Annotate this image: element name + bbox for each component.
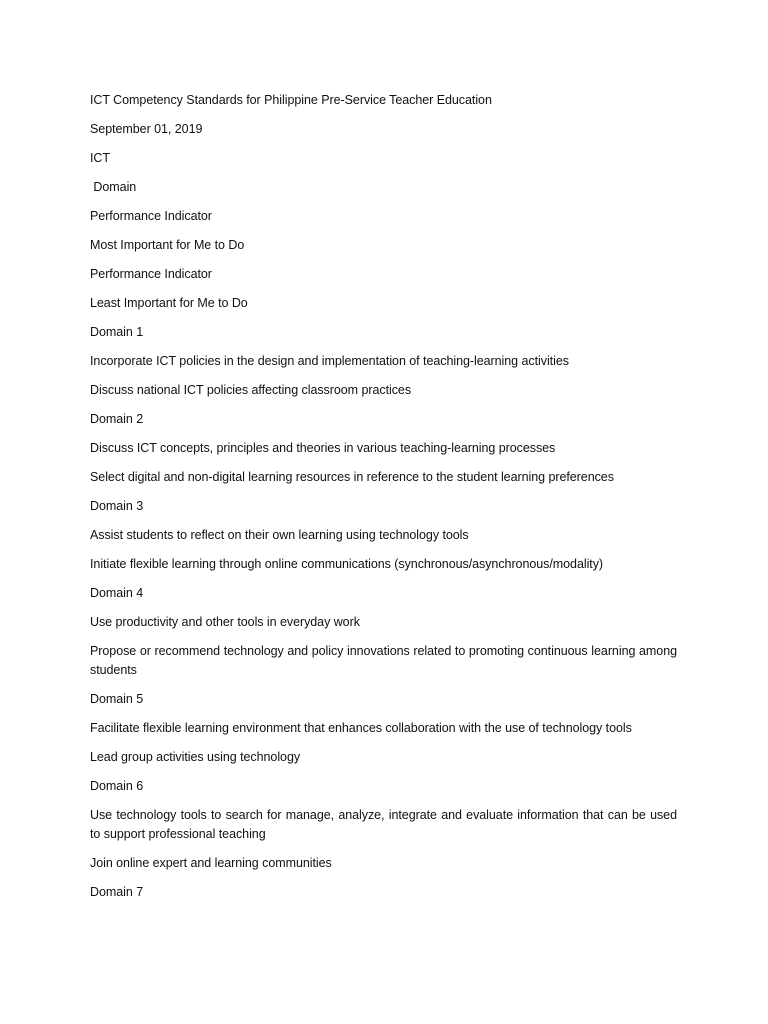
column-header-least-important: Least Important for Me to Do <box>90 296 248 310</box>
indicator-least-important: Select digital and non-digital learning resources in reference to the student learning preferences <box>90 470 614 484</box>
document-title: ICT Competency Standards for Philippine Pre-Service Teacher Education <box>90 93 492 107</box>
column-header-performance-indicator: Performance Indicator <box>90 209 212 223</box>
indicator-most-important: Use productivity and other tools in everyday work <box>90 615 360 629</box>
indicator-least-important: Lead group activities using technology <box>90 750 301 764</box>
domain-heading: Domain 6 <box>90 779 144 793</box>
indicator-most-important: Use technology tools to search for manage, analyze, integrate and evaluate information that can be used to support professional teaching <box>90 808 677 841</box>
column-header-most-important: Most Important for Me to Do <box>90 238 245 252</box>
domain-heading: Domain 3 <box>90 499 144 513</box>
column-header-ict: ICT <box>90 151 110 165</box>
domain-heading: Domain 7 <box>90 885 144 899</box>
indicator-least-important: Propose or recommend technology and policy innovations related to promoting continuous learning among students <box>90 644 677 677</box>
document-body <box>90 91 677 912</box>
indicator-most-important: Assist students to reflect on their own learning using technology tools <box>90 528 469 542</box>
domain-heading: Domain 2 <box>90 412 144 426</box>
domain-heading: Domain 1 <box>90 325 144 339</box>
column-header-domain: Domain <box>90 180 137 194</box>
indicator-most-important: Discuss ICT concepts, principles and theories in various teaching-learning processes <box>90 441 556 455</box>
indicator-most-important: Facilitate flexible learning environment that enhances collaboration with the use of technology tools <box>90 721 632 735</box>
indicator-least-important: Join online expert and learning communities <box>90 856 332 870</box>
document-date: September 01, 2019 <box>90 122 203 136</box>
domain-heading: Domain 4 <box>90 586 144 600</box>
domain-heading: Domain 5 <box>90 692 144 706</box>
indicator-least-important: Initiate flexible learning through online communications (synchronous/asynchronous/modality) <box>90 557 604 571</box>
indicator-most-important: Incorporate ICT policies in the design and implementation of teaching-learning activities <box>90 354 569 368</box>
column-header-performance-indicator-2: Performance Indicator <box>90 267 212 281</box>
indicator-least-important: Discuss national ICT policies affecting classroom practices <box>90 383 412 397</box>
